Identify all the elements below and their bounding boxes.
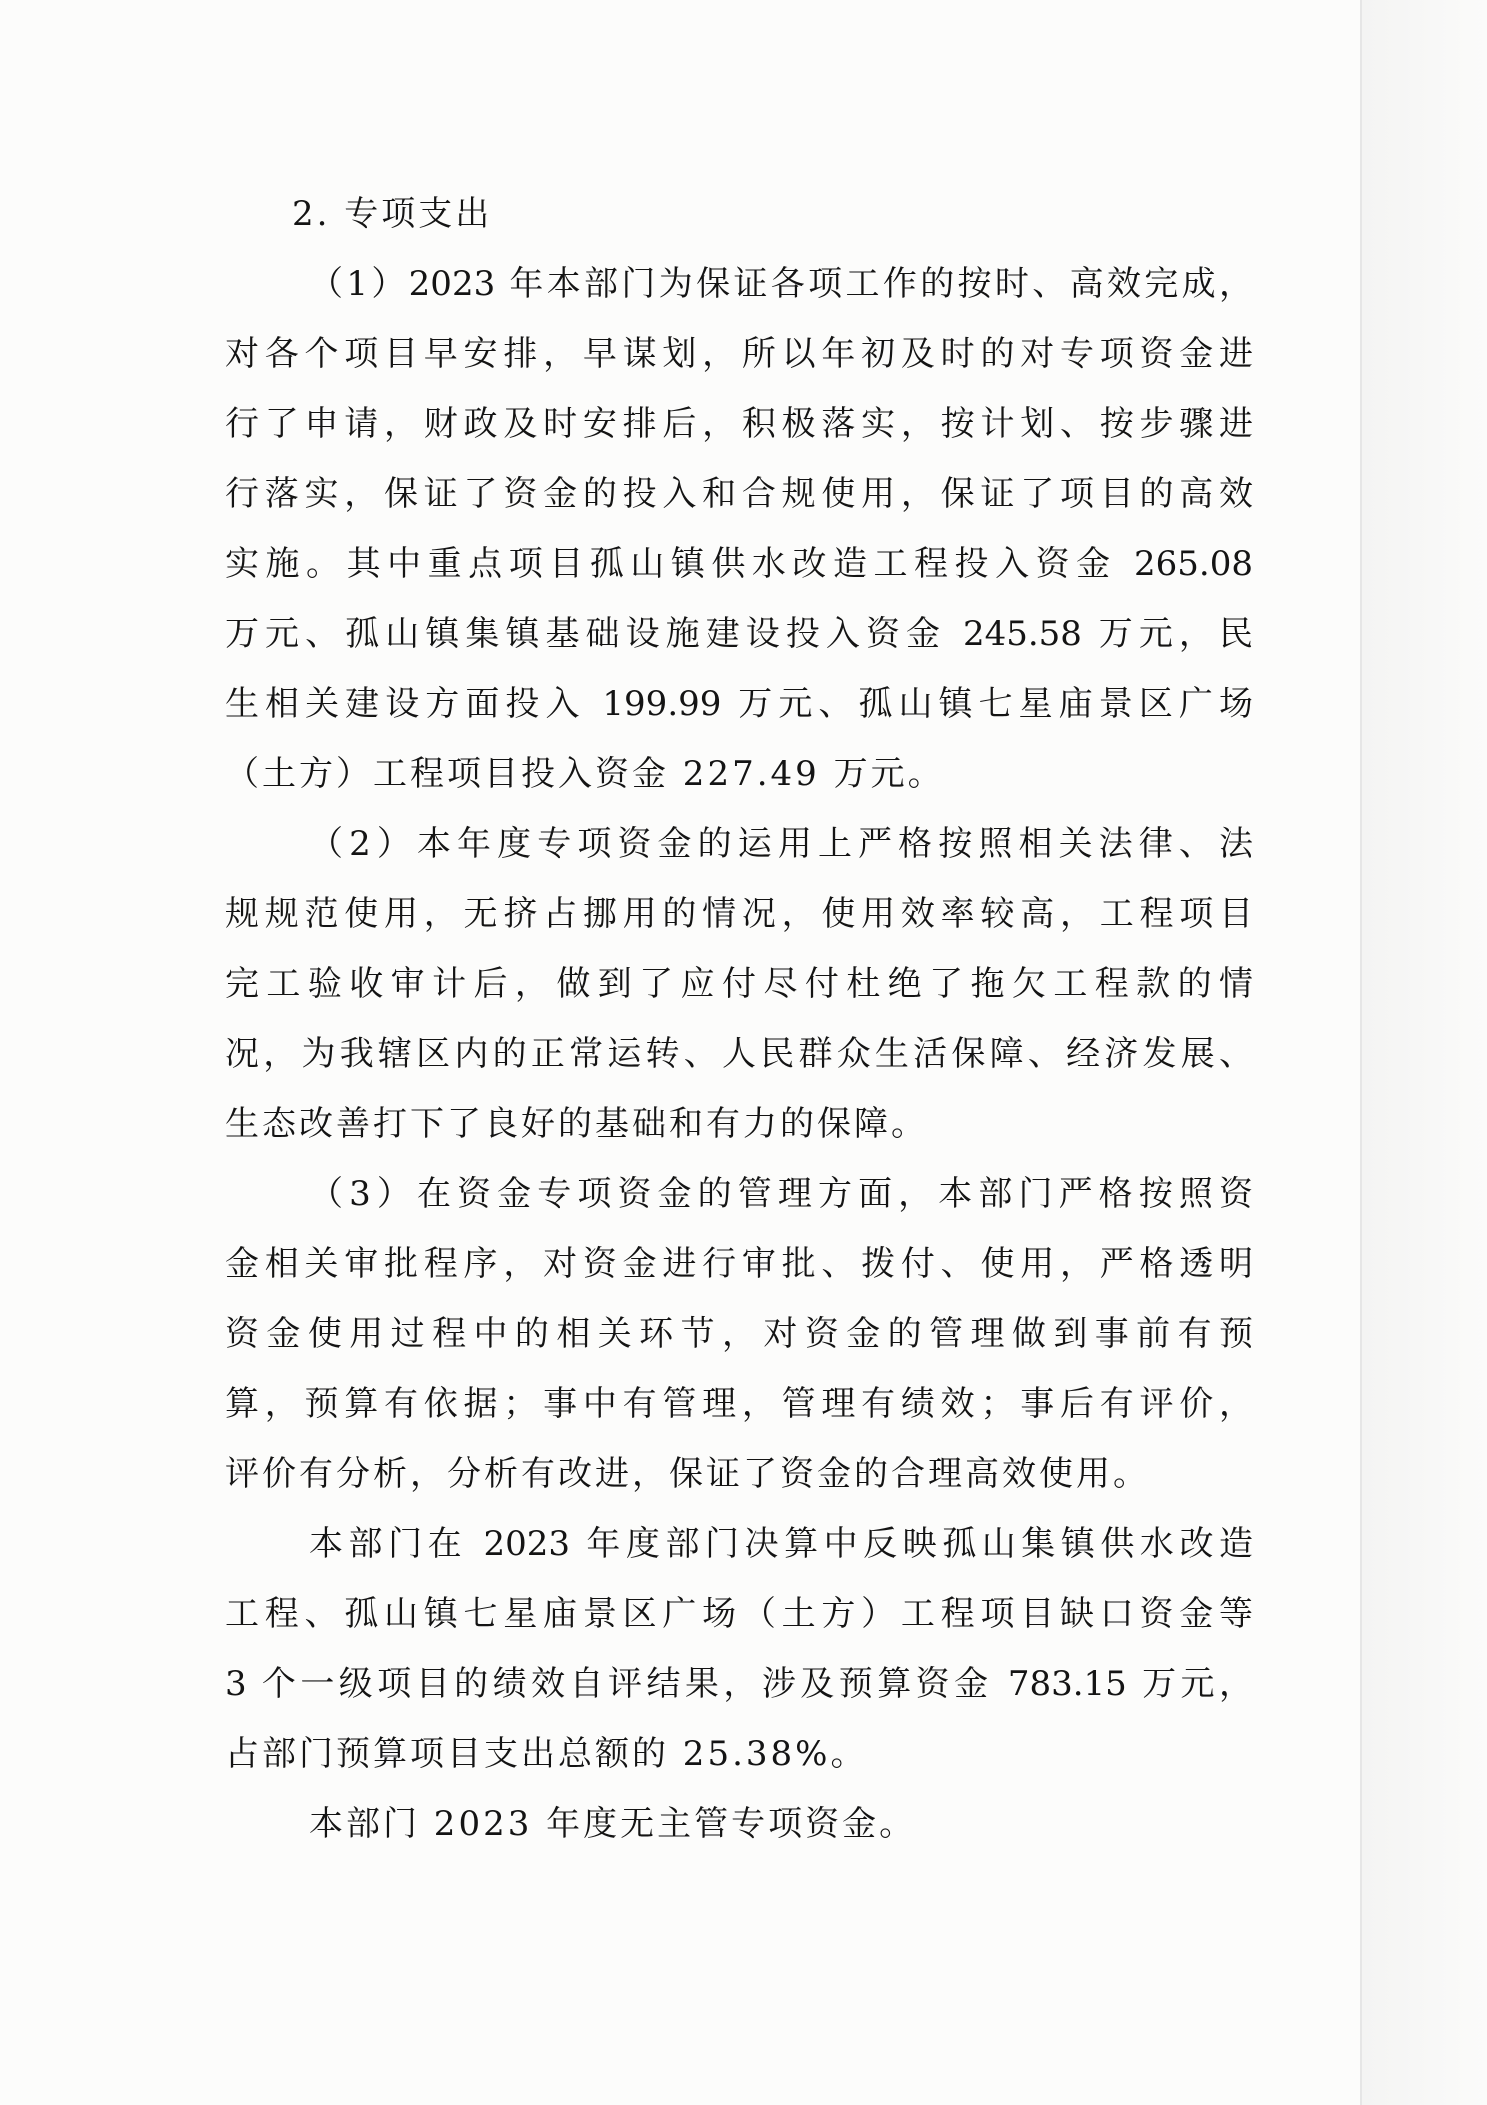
text-line: （1）2023 年本部门为保证各项工作的按时、高效完成， <box>309 264 1253 304</box>
paragraph-4 <box>225 1509 1253 1789</box>
text-line: 占部门预算项目支出总额的 25.38%。 <box>225 1734 868 1774</box>
text-line: （土方）工程项目投入资金 227.49 万元。 <box>225 754 945 794</box>
text-line: 评价有分析，分析有改进，保证了资金的合理高效使用。 <box>225 1454 1150 1494</box>
paragraph-5 <box>225 1789 1253 1859</box>
text-line: 3 个一级项目的绩效自评结果，涉及预算资金 783.15 万元， <box>225 1664 1253 1704</box>
document-body <box>225 179 1253 1859</box>
text-line: 完工验收审计后，做到了应付尽付杜绝了拖欠工程款的情 <box>225 964 1253 1004</box>
paragraph-1 <box>225 249 1253 809</box>
text-line: 算，预算有依据；事中有管理，管理有绩效；事后有评价， <box>225 1384 1253 1424</box>
text-line: 金相关审批程序，对资金进行审批、拨付、使用，严格透明 <box>225 1244 1253 1284</box>
paragraph-3 <box>225 1159 1253 1509</box>
paragraph-2 <box>225 809 1253 1159</box>
text-line: 生态改善打下了良好的基础和有力的保障。 <box>225 1104 928 1144</box>
text-line: 实施。其中重点项目孤山镇供水改造工程投入资金 265.08 <box>225 544 1253 584</box>
text-line: 生相关建设方面投入 199.99 万元、孤山镇七星庙景区广场 <box>225 684 1253 724</box>
text-line: 工程、孤山镇七星庙景区广场（土方）工程项目缺口资金等 <box>225 1594 1253 1634</box>
text-line: 对各个项目早安排，早谋划，所以年初及时的对专项资金进 <box>225 334 1253 374</box>
text-line: 行了申请，财政及时安排后，积极落实，按计划、按步骤进 <box>225 404 1253 444</box>
section-heading: 2. 专项支出 <box>292 194 493 234</box>
scan-shade <box>1362 0 1487 2105</box>
text-line: （2）本年度专项资金的运用上严格按照相关法律、法 <box>309 824 1253 864</box>
text-line: 本部门 2023 年度无主管专项资金。 <box>309 1804 917 1844</box>
text-line: 资金使用过程中的相关环节，对资金的管理做到事前有预 <box>225 1314 1253 1354</box>
text-line: 万元、孤山镇集镇基础设施建设投入资金 245.58 万元，民 <box>225 614 1253 654</box>
text-line: 本部门在 2023 年度部门决算中反映孤山集镇供水改造 <box>309 1524 1253 1564</box>
text-line: 况，为我辖区内的正常运转、人民群众生活保障、经济发展、 <box>225 1034 1253 1074</box>
text-line: 规规范使用，无挤占挪用的情况，使用效率较高，工程项目 <box>225 894 1253 934</box>
text-line: 行落实，保证了资金的投入和合规使用，保证了项目的高效 <box>225 474 1253 514</box>
scan-edge-line <box>1360 0 1362 2105</box>
text-line: （3）在资金专项资金的管理方面，本部门严格按照资 <box>309 1174 1253 1214</box>
